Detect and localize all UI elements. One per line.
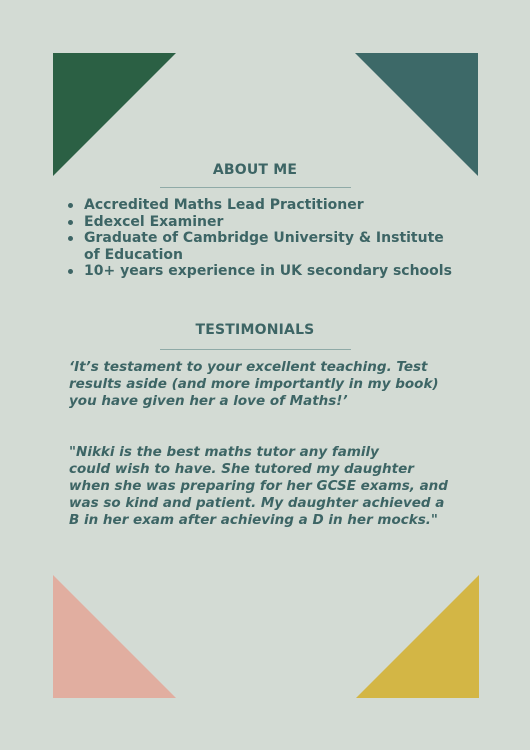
testimonials-divider <box>160 349 351 350</box>
testimonial-quote-line: could wish to have. She tutored my daughter <box>69 461 414 477</box>
testimonial-quote-line: ‘It’s testament to your excellent teaching. Test <box>69 359 428 375</box>
about-me-list <box>66 197 466 280</box>
testimonial-quote-line: you have given her a love of Maths!’ <box>69 393 348 409</box>
testimonial-quote-line: results aside (and more importantly in my book) <box>69 376 439 392</box>
about-me-list-item <box>66 230 466 263</box>
corner-triangle-bottom-right-shape <box>356 575 479 698</box>
corner-triangle-bottom-left-shape <box>53 575 176 698</box>
testimonial-quote-1 <box>69 359 439 410</box>
corner-triangle-bottom-right <box>356 575 479 698</box>
about-me-list-item <box>66 197 466 214</box>
about-me-item-text: Graduate of Cambridge University & Institute <box>84 230 444 246</box>
bullet-dot-icon <box>68 236 73 241</box>
corner-triangle-top-left-shape <box>53 53 176 176</box>
bullet-dot-icon <box>68 269 73 274</box>
about-me-list-item <box>66 263 466 280</box>
about-me-item-text: of Education <box>84 246 183 263</box>
corner-triangle-top-left <box>53 53 176 176</box>
testimonials-heading: TESTIMONIALS <box>195 322 315 338</box>
corner-triangle-top-right-shape <box>355 53 478 176</box>
testimonial-quote-line: when she was preparing for her GCSE exams, and <box>69 478 448 494</box>
corner-triangle-top-right <box>355 53 478 176</box>
about-me-heading: ABOUT ME <box>212 162 298 178</box>
corner-triangle-bottom-left <box>53 575 176 698</box>
testimonial-quote-line: B in her exam after achieving a D in her mocks." <box>69 512 438 528</box>
bullet-dot-icon <box>68 220 73 225</box>
about-me-item-text: Edexcel Examiner <box>84 213 224 230</box>
about-me-item-text: Accredited Maths Lead Practitioner <box>84 197 364 213</box>
bullet-dot-icon <box>68 203 73 208</box>
about-me-item-text: 10+ years experience in UK secondary schools <box>84 263 452 279</box>
testimonial-quote-line: "Nikki is the best maths tutor any family <box>69 444 379 460</box>
testimonial-quote-2 <box>69 444 448 529</box>
about-me-divider <box>160 187 351 188</box>
testimonial-quote-line: was so kind and patient. My daughter achieved a <box>69 495 445 511</box>
about-me-list-item <box>66 214 466 231</box>
